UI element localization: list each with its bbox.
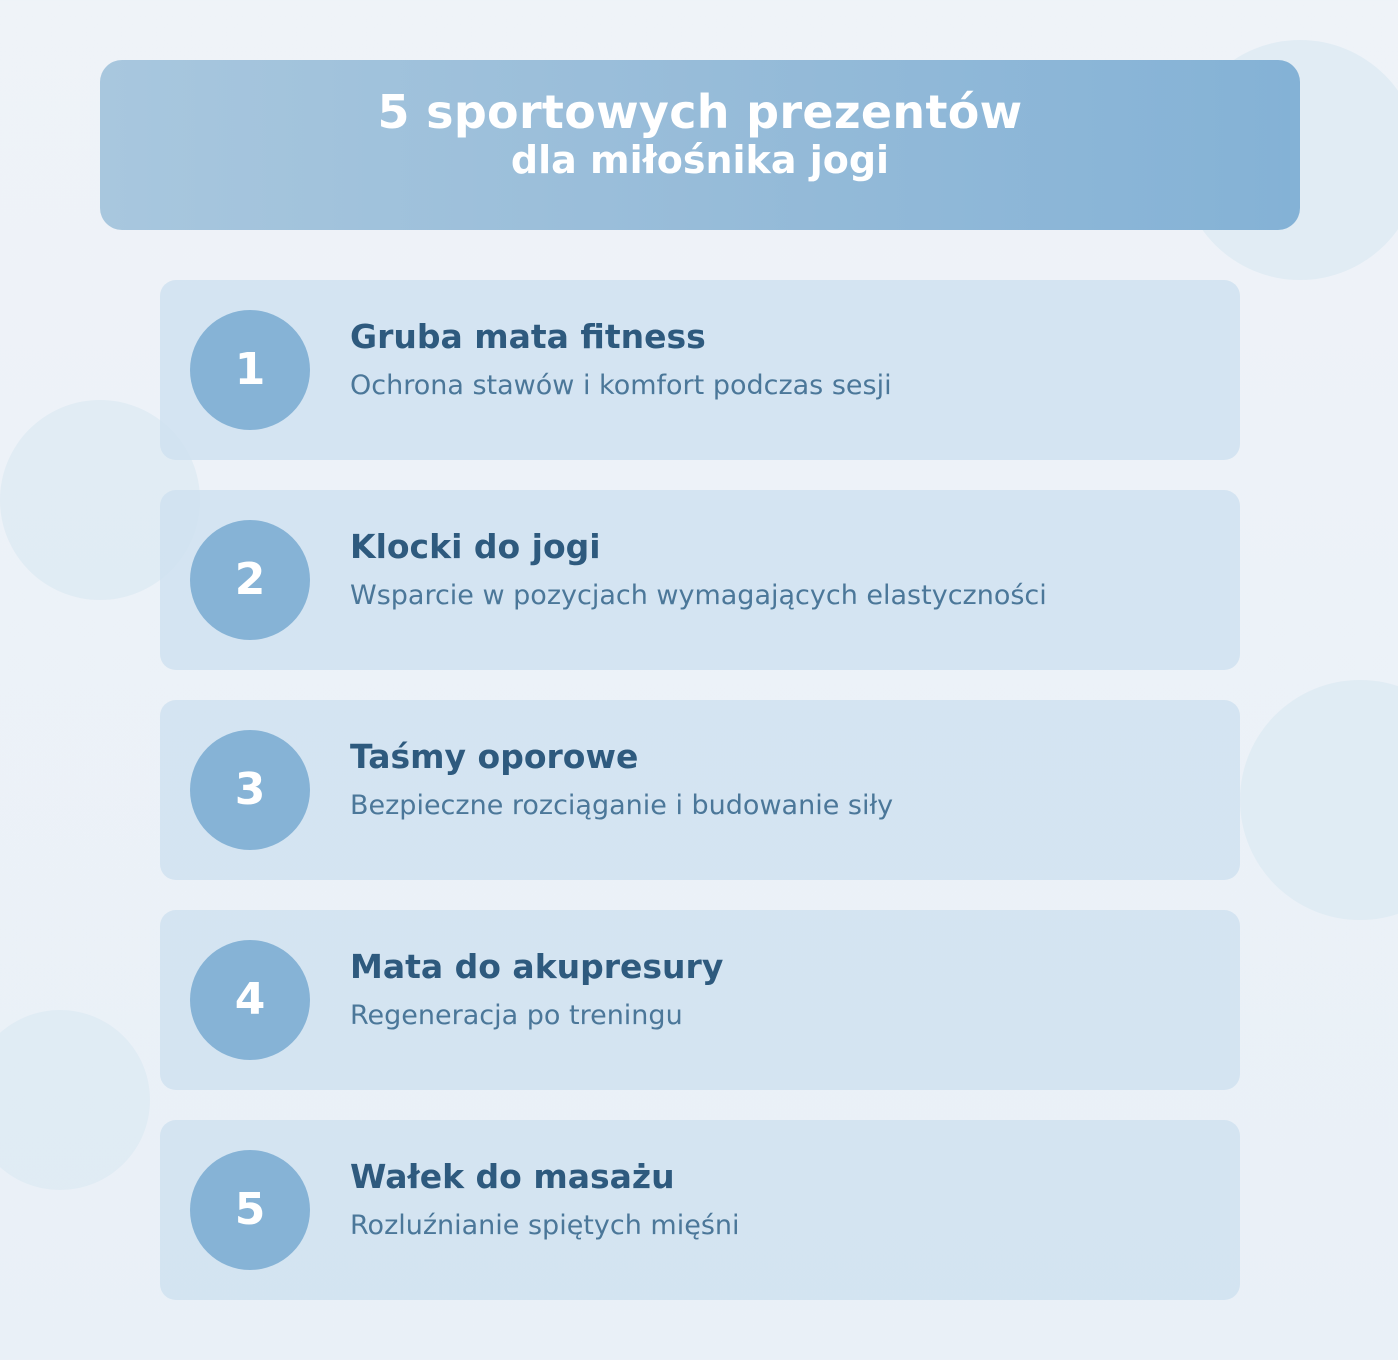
gift-description: Wsparcie w pozycjach wymagających elastyczności — [350, 580, 1047, 611]
decorative-circle — [0, 1010, 150, 1190]
gift-card-1 — [160, 280, 1240, 460]
gift-description: Regeneracja po treningu — [350, 1000, 683, 1031]
gift-title: Mata do akupresury — [350, 947, 724, 986]
number-badge: 4 — [190, 940, 310, 1060]
gift-title: Gruba mata fitness — [350, 317, 706, 356]
decorative-circle — [1240, 680, 1398, 920]
gift-title: Klocki do jogi — [350, 527, 601, 566]
gift-card-2 — [160, 490, 1240, 670]
number-badge: 2 — [190, 520, 310, 640]
number-badge: 1 — [190, 310, 310, 430]
gift-description: Ochrona stawów i komfort podczas sesji — [350, 370, 892, 401]
number-badge: 5 — [190, 1150, 310, 1270]
page-subtitle: dla miłośnika jogi — [510, 138, 890, 182]
gift-description: Rozluźnianie spiętych mięśni — [350, 1210, 740, 1241]
gift-card-3 — [160, 700, 1240, 880]
gift-title: Wałek do masażu — [350, 1157, 675, 1196]
gift-title: Taśmy oporowe — [350, 737, 639, 776]
gift-description: Bezpieczne rozciąganie i budowanie siły — [350, 790, 894, 821]
number-badge: 3 — [190, 730, 310, 850]
gift-card-4 — [160, 910, 1240, 1090]
header-banner — [100, 60, 1300, 230]
gift-list — [160, 280, 1240, 1330]
page-title: 5 sportowych prezentów — [377, 85, 1023, 139]
gift-card-5 — [160, 1120, 1240, 1300]
